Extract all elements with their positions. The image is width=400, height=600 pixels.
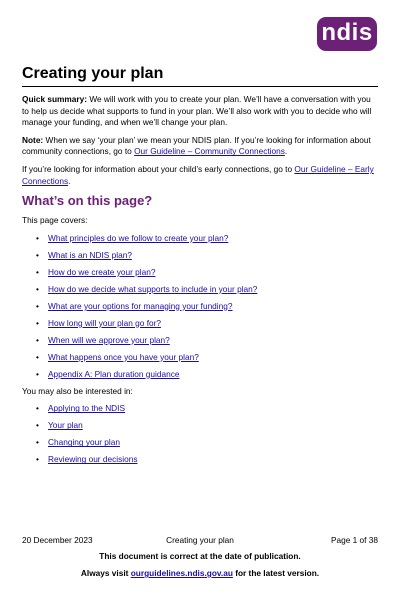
toc-intro: This page covers: bbox=[22, 215, 88, 226]
related-item-link[interactable]: Your plan bbox=[48, 420, 83, 431]
early-end: . bbox=[68, 175, 71, 186]
bullet-icon: • bbox=[36, 249, 39, 260]
early-text: If you’re looking for information about your child’s early connections, go to bbox=[22, 163, 295, 174]
toc-item-link[interactable]: What principles do we follow to create your plan? bbox=[48, 232, 229, 243]
note-label: Note: bbox=[22, 134, 44, 145]
toc-item bbox=[22, 352, 378, 363]
toc-item bbox=[22, 369, 378, 380]
note-paragraph bbox=[22, 135, 378, 158]
visit-suffix: for the latest version. bbox=[232, 568, 320, 578]
footer-title: Creating your plan bbox=[166, 535, 234, 545]
toc-item-link[interactable]: What happens once you have your plan? bbox=[48, 351, 199, 362]
quick-summary-label: Quick summary: bbox=[22, 94, 88, 104]
related-item bbox=[22, 454, 378, 465]
footer-page-number: Page 1 of 38 bbox=[330, 535, 378, 545]
bullet-icon: • bbox=[36, 351, 39, 362]
bullet-icon: • bbox=[36, 300, 39, 311]
bullet-icon: • bbox=[36, 266, 39, 277]
also-intro: You may also be interested in: bbox=[22, 385, 133, 396]
title-divider bbox=[22, 86, 378, 87]
related-item bbox=[22, 420, 378, 431]
bullet-icon: • bbox=[36, 334, 39, 345]
toc-item-link[interactable]: What are your options for managing your funding? bbox=[48, 300, 233, 311]
bullet-icon: • bbox=[36, 368, 39, 379]
quick-summary-text: We will work with you to create your plan. We’ll have a conversation with you to help us decide what supports to fund in your plan. We’ll also work with you to decide who will manage your funding, and when we’ll change your plan. bbox=[22, 94, 372, 128]
bullet-icon: • bbox=[36, 454, 39, 465]
toc-item-link[interactable]: When will we approve your plan? bbox=[48, 334, 170, 345]
bullet-icon: • bbox=[36, 403, 39, 414]
toc-item bbox=[22, 233, 378, 244]
toc-item-link[interactable]: Appendix A: Plan duration guidance bbox=[48, 368, 180, 379]
bullet-icon: • bbox=[36, 232, 39, 243]
toc-item bbox=[22, 284, 378, 295]
quick-summary bbox=[22, 94, 378, 129]
early-connections-paragraph bbox=[22, 164, 378, 187]
bullet-icon: • bbox=[36, 317, 39, 328]
footer-visit bbox=[0, 568, 400, 579]
document-body bbox=[22, 94, 378, 471]
toc-item bbox=[22, 318, 378, 329]
related-item-link[interactable]: Applying to the NDIS bbox=[48, 403, 126, 414]
toc-item bbox=[22, 301, 378, 312]
community-connections-link[interactable]: Our Guideline – Community Connections bbox=[134, 146, 285, 157]
related-item-link[interactable]: Changing your plan bbox=[48, 437, 120, 448]
footer-disclaimer: This document is correct at the date of publication. bbox=[99, 551, 301, 561]
note-text: When we say ‘your plan’ we mean your NDIS plan. If you’re looking for information about community connections, go to bbox=[22, 134, 371, 157]
related-item bbox=[22, 437, 378, 448]
related-item-link[interactable]: Reviewing our decisions bbox=[48, 454, 138, 465]
note-end: . bbox=[284, 146, 288, 157]
related-item bbox=[22, 403, 378, 414]
toc-item-link[interactable]: How do we create your plan? bbox=[48, 266, 156, 277]
ndis-logo: ndis bbox=[317, 17, 377, 51]
also-list bbox=[22, 403, 378, 465]
toc-item-link[interactable]: What is an NDIS plan? bbox=[48, 249, 132, 260]
toc-list bbox=[22, 233, 378, 380]
toc-item bbox=[22, 250, 378, 261]
bullet-icon: • bbox=[36, 420, 39, 431]
bullet-icon: • bbox=[36, 283, 39, 294]
toc-item bbox=[22, 267, 378, 278]
guidelines-site-link[interactable]: ourguidelines.ndis.gov.au bbox=[130, 568, 233, 578]
visit-prefix: Always visit bbox=[80, 568, 131, 578]
toc-item-link[interactable]: How long will your plan go for? bbox=[48, 317, 161, 328]
early-connections-link[interactable]: Our Guideline – Early Connections bbox=[22, 163, 374, 186]
footer-date: 20 December 2023 bbox=[22, 535, 93, 545]
page-title: Creating your plan bbox=[22, 65, 164, 82]
toc-item-link[interactable]: How do we decide what supports to include in your plan? bbox=[48, 283, 258, 294]
toc-item bbox=[22, 335, 378, 346]
bullet-icon: • bbox=[36, 437, 39, 448]
toc-heading: What’s on this page? bbox=[22, 193, 153, 209]
